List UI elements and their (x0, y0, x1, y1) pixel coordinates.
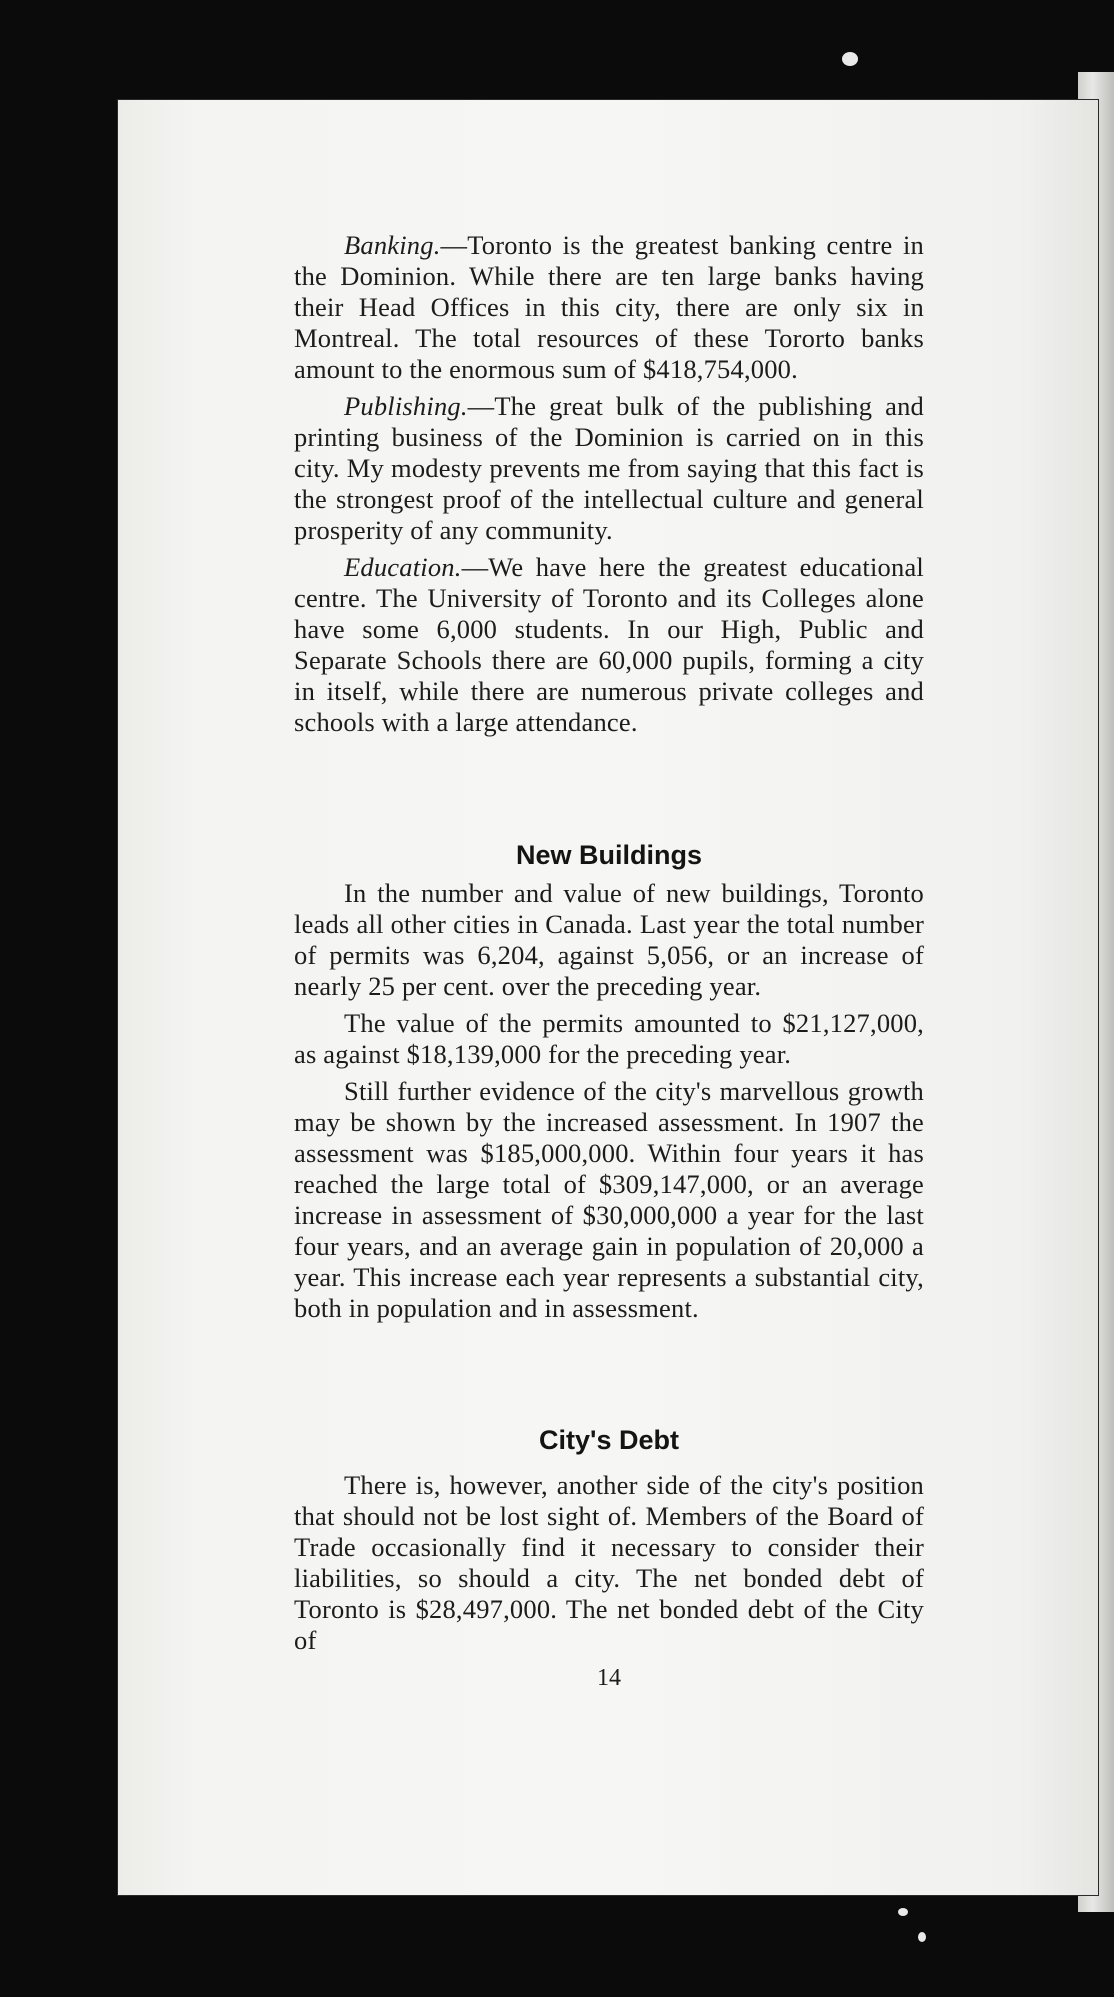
text-banking: —Toronto is the greatest banking centre in the Dominion. While there are ten large banks having their Head Offices in this city, there are only six in Montreal. The total resources of these Tororto banks amount to the enormous sum of $418,754,000. (294, 230, 924, 384)
paragraph-publishing (294, 391, 924, 546)
text-education: —We have here the greatest educational centre. The University of Toronto and its Colleges alone have some 6,000 students. In our High, Public and Separate Schools there are 60,000 pupils, forming a city in itself, while there are numerous private colleges and schools with a large attendance. (294, 552, 924, 737)
city-debt-section (294, 1470, 924, 1662)
page-number: 14 (597, 1665, 621, 1691)
lead-publishing: Publishing. (344, 391, 468, 421)
paragraph-buildings-2: The value of the permits amounted to $21,127,000, as against $18,139,000 for the preceding year. (294, 1008, 924, 1069)
lead-banking: Banking. (344, 230, 441, 260)
paragraph-banking (294, 230, 924, 385)
dust-speck (898, 1908, 908, 1916)
heading-city-debt: City's Debt (539, 1425, 679, 1455)
dust-speck (918, 1932, 926, 1942)
dust-speck (842, 52, 858, 66)
intro-section (294, 230, 924, 744)
paragraph-education (294, 552, 924, 738)
lead-education: Education. (344, 552, 462, 582)
paragraph-debt-1: There is, however, another side of the city's position that should not be lost sight of. Members of the Board of Trade occasionally find it necessary to consider their liabilities, so should a city. The net bonded debt of Toronto is $28,497,000. The net bonded debt of the City of (294, 1470, 924, 1655)
text-publishing: —The great bulk of the publishing and printing business of the Dominion is carried on in this city. My modesty prevents me from saying that this fact is the strongest proof of the intellectual culture and general prosperity of any community. (294, 391, 924, 545)
paragraph-buildings-3: Still further evidence of the city's marvellous growth may be shown by the increased assessment. In 1907 the assessment was $185,000,000. Within four years it has reached the large total of $309,147,000, or an average increase in assessment of $30,000,000 a year for the last four years, and an average gain in population of 20,000 a year. This increase each year represents a substantial city, both in population and in assessment. (294, 1076, 924, 1323)
paragraph-buildings-1: In the number and value of new buildings, Toronto leads all other cities in Canada. Last year the total number of permits was 6,204, against 5,056, or an increase of nearly 25 per cent. over the preceding year. (294, 878, 924, 1001)
new-buildings-section (294, 878, 924, 1330)
heading-new-buildings: New Buildings (515, 840, 702, 870)
